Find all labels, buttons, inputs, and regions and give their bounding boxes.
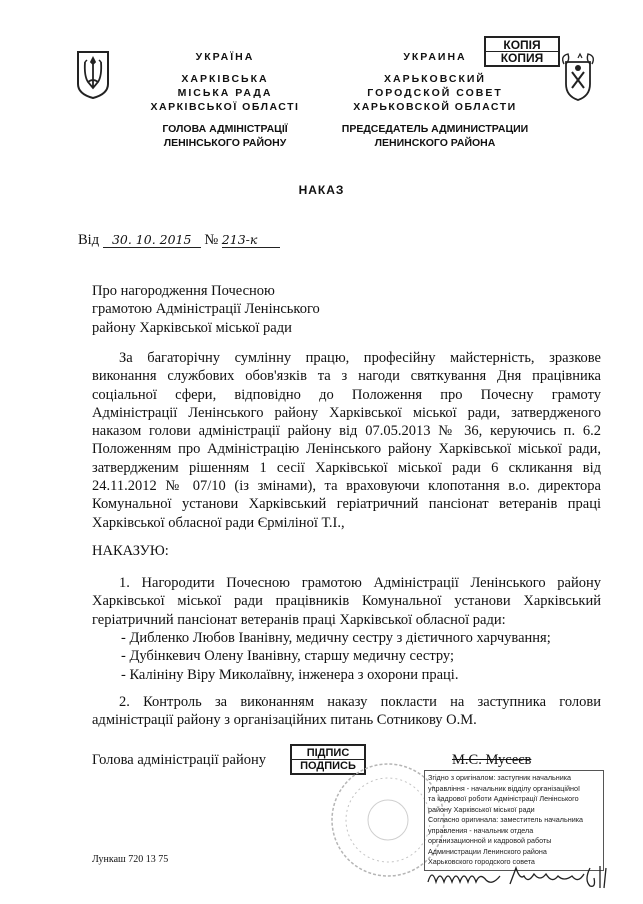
kharkiv-city-emblem (560, 52, 596, 102)
header-right-office-2: ЛЕНИНСКОГО РАЙОНА (374, 137, 496, 149)
cert-line: та кадрової роботи Адміністрації Ленінського (428, 794, 579, 803)
item2-line: 2. Контроль за виконанням наказу покласти на заступника голови (119, 694, 601, 710)
header-left-city-1: ХАРКІВСЬКА (181, 73, 269, 85)
cert-line: Администрации Ленинского района (428, 846, 547, 856)
item1-line: 1. Нагородити Почесною грамотою Адміністрації Ленінського району (119, 575, 601, 591)
ukraine-trident-emblem (76, 50, 110, 100)
cert-line: району Харківської міської ради (428, 804, 535, 814)
copy-stamp-line-2: КОПИЯ (486, 51, 558, 64)
order-item-1 (92, 574, 601, 629)
copy-stamp (484, 36, 560, 67)
signatory-name: М.С. Мусеєв (452, 752, 532, 768)
signature-stamp-line-2: ПОДПИСЬ (292, 759, 364, 772)
item2-line: адміністрації району з організаційних питань Сотникову О.М. (92, 712, 477, 729)
preamble-line: Положенням про Адміністрацію Ленінського району Харківської міської ради, (92, 441, 601, 458)
date-number-line (78, 232, 280, 249)
cert-line: Согласно оригинала: заместитель начальника (428, 815, 584, 824)
item1-line: Харківської міської ради працівників Комунальної установи Харківський (92, 593, 601, 610)
item1-line: геріатричний пансіонат ветеранів праці Харківської обласної ради: (92, 611, 506, 628)
cert-line: управления - начальник отдела (428, 825, 534, 835)
order-number: 213-к (222, 232, 280, 248)
preamble-line: соціальної сфери, відповідно до Положення про Почесну грамоту (92, 386, 601, 403)
handwritten-signatures (424, 862, 614, 892)
header-left (120, 50, 330, 150)
signature-stamp-line-1: ПІДПИС (306, 747, 350, 759)
header-left-city-2: МІСЬКА РАДА (177, 87, 273, 99)
number-label: № (204, 232, 219, 248)
header-right-city-2: ГОРОДСКОЙ СОВЕТ (367, 87, 503, 99)
header-left-office-1: ГОЛОВА АДМІНІСТРАЦІЇ (162, 123, 288, 135)
preamble-line: Харківської обласної ради Єрміліної Т.І., (92, 514, 345, 531)
awardee-item: - Дубінкевич Олену Іванівну, старшу медичну сестру; (121, 648, 455, 665)
header-right-city-1: ХАРЬКОВСКИЙ (384, 73, 486, 85)
preamble-line: Адміністрації Ленінського району Харківської міської ради, затвердженого (92, 404, 601, 421)
preamble-line: Комунальної установи Харківський геріатричний пансіонат ветеранів праці (92, 496, 601, 513)
header-left-country: УКРАЇНА (195, 51, 255, 63)
certification-stamp (424, 770, 604, 871)
subject-line: району Харківської міської ради (92, 319, 292, 336)
header-right-office-1: ПРЕДСЕДАТЕЛЬ АДМИНИСТРАЦИИ (341, 123, 529, 135)
footer-author: Лункаш 720 13 75 (92, 854, 169, 865)
awardee-list (121, 629, 601, 684)
preamble-line: затвердженим рішенням 1 сесії Харківської міської ради 6 скликання від (92, 459, 601, 476)
awardee-item: - Калініну Віру Миколаївну, інженера з охорони праці. (121, 666, 459, 683)
preamble-line: За багаторічну сумлінну працю, професійну майстерність, зразкове (119, 350, 601, 366)
preamble-line: 24.11.2012 № 07/10 (із змінами), та враховуючи клопотання в.о. директора (92, 478, 601, 495)
preamble-line: виконання службових обов'язків та з нагоди святкування Дня працівника (92, 368, 601, 385)
order-item-2 (92, 693, 601, 730)
awardee-item: - Дибленко Любов Іванівну, медичну сестру з дієтичного харчування; (121, 630, 551, 646)
cert-line: Харьковского городского совета (428, 857, 535, 866)
header-right-city-3: ХАРЬКОВСКОЙ ОБЛАСТИ (353, 101, 517, 113)
order-word: НАКАЗУЮ: (92, 543, 169, 559)
header-right-country: УКРАИНА (403, 51, 467, 63)
header-left-city-3: ХАРКІВСЬКОЇ ОБЛАСТІ (150, 101, 300, 113)
cert-line: организационной и кадровой работы (428, 836, 552, 845)
preamble-line: наказом голови адміністрації району від 07.05.2013 № 36, керуючись п. 6.2 (92, 423, 601, 440)
header-left-office-2: ЛЕНІНСЬКОГО РАЙОНУ (163, 137, 287, 149)
copy-stamp-line-1: КОПІЯ (503, 38, 541, 52)
date-prefix: Від (78, 232, 100, 248)
subject-line: Про нагородження Почесною (92, 283, 275, 299)
preamble-paragraph (92, 349, 601, 532)
order-subject (92, 282, 412, 337)
cert-line: управління - начальник відділу організаційної (428, 783, 580, 793)
subject-line: грамотою Адміністрації Ленінського (92, 301, 320, 318)
signature-position: Голова адміністрації району (92, 752, 266, 768)
cert-line: Згідно з оригіналом: заступник начальника (428, 773, 572, 782)
document-title: НАКАЗ (298, 183, 345, 197)
order-date: 30. 10. 2015 (103, 232, 201, 248)
